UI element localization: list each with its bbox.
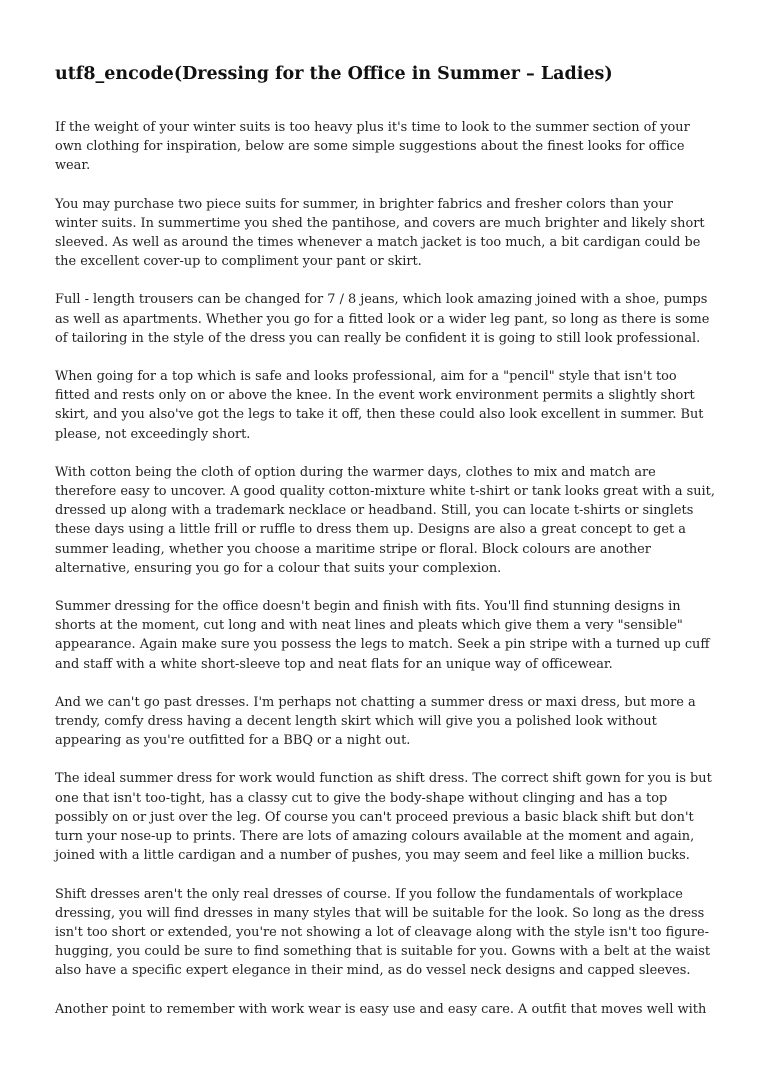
document-title: utf8_encode(Dressing for the Office in Summer – Ladies) [55,64,613,84]
paragraph: Another point to remember with work wear is easy use and easy care. A outfit that moves well with [55,1001,707,1017]
paragraph: You may purchase two piece suits for summer, in brighter fabrics and fresher colors than your winter suits. In summertime you shed the pantihose, and covers are much brighter and likely short sleeved. As well as around the times whenever a match jacket is too much, a bit cardigan could be the excellent cover-up to compliment your pant or skirt. [55,196,705,270]
paragraph: Shift dresses aren't the only real dresses of course. If you follow the fundamentals of workplace dressing, you will find dresses in many styles that will be suitable for the look. So long as the dress isn't too short or extended, you're not showing a lot of cleavage along with the style isn't too figure-hugging, you could be sure to find something that is suitable for you. Gowns with a belt at the waist also have a specific expert elegance in their mind, as do vessel neck designs and capped sleeves. [55,886,711,979]
paragraph: When going for a top which is safe and looks professional, aim for a "pencil" style that isn't too fitted and rests only on or above the knee. In the event work environment permits a slightly short skirt, and you also've got the legs to take it off, then these could also look excellent in summer. But please, not exceedingly short. [55,369,704,442]
document-body [55,118,715,1019]
paragraph: If the weight of your winter suits is too heavy plus it's time to look to the summer section of your own clothing for inspiration, below are some simple suggestions about the finest looks for office wear. [55,120,690,174]
paragraph: Full - length trousers can be changed for 7 / 8 jeans, which look amazing joined with a shoe, pumps as well as apartments. Whether you go for a fitted look or a wider leg pant, so long as there is some of tailoring in the style of the dress you can really be confident it is going to still look professional. [55,292,710,346]
paragraph: With cotton being the cloth of option during the warmer days, clothes to mix and match are therefore easy to uncover. A good quality cotton-mixture white t-shirt or tank looks great with a suit, dressed up along with a trademark necklace or headband. Still, you can locate t-shirts or singlets these days using a little frill or ruffle to dress them up. Designs are also a great concept to get a summer leading, whether you choose a maritime stripe or floral. Block colours are another alternative, ensuring you go for a colour that suits your complexion. [55,464,715,576]
paragraph: Summer dressing for the office doesn't begin and finish with fits. You'll find stunning designs in shorts at the moment, cut long and with neat lines and pleats which give them a very "sensible" appearance. Again make sure you possess the legs to match. Seek a pin stripe with a turned up cuff and staff with a white short-sleeve top and neat flats for an unique way of officewear. [55,599,710,672]
paragraph: And we can't go past dresses. I'm perhaps not chatting a summer dress or maxi dress, but more a trendy, comfy dress having a decent length skirt which will give you a polished look without appearing as you're outfitted for a BBQ or a night out. [55,694,696,749]
paragraph: The ideal summer dress for work would function as shift dress. The correct shift gown for you is but one that isn't too-tight, has a classy cut to give the body-shape without clinging and has a top possibly on or just over the leg. Of course you can't proceed previous a basic black shift but don't turn your nose-up to prints. There are lots of amazing colours available at the moment and again, joined with a little cardigan and a number of pushes, you may seem and feel like a million bucks. [55,771,712,864]
document-page [55,0,715,1038]
